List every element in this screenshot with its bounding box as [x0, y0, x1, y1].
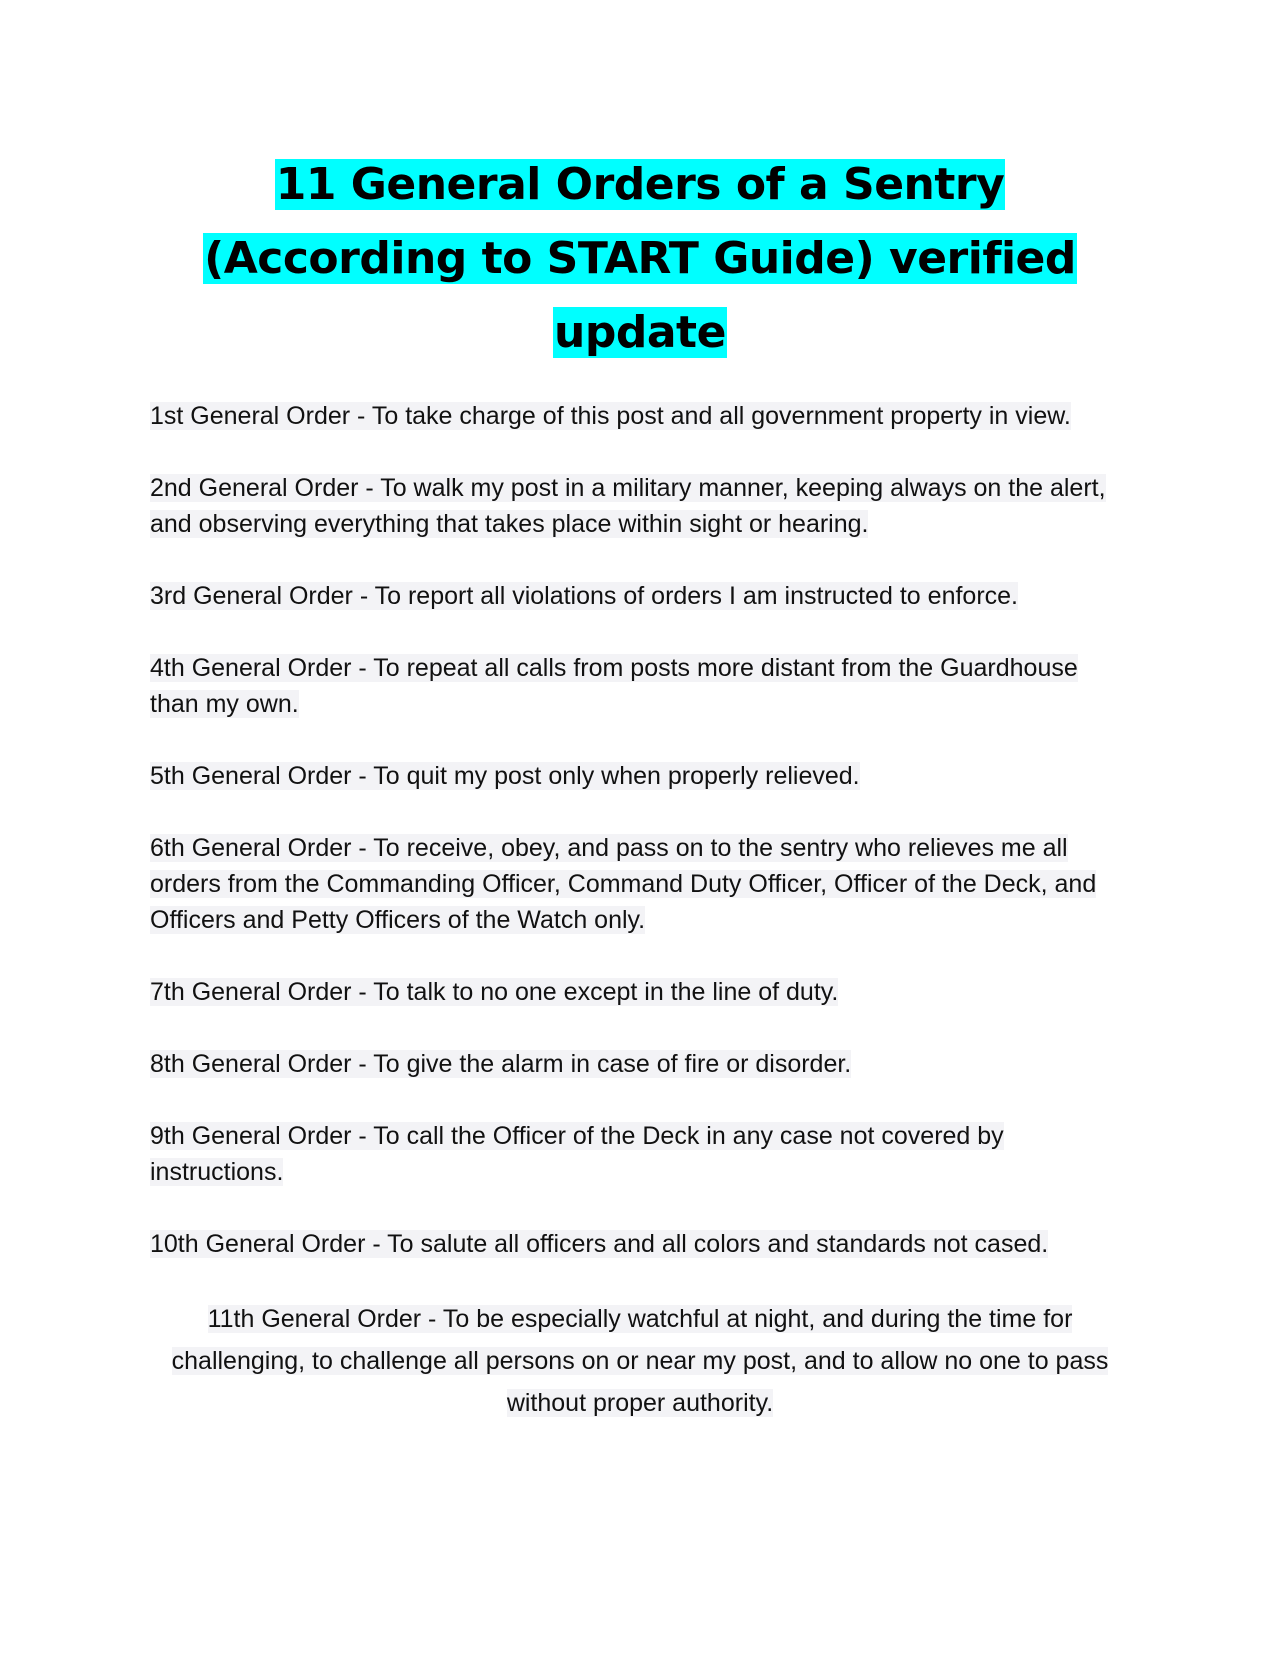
order-text: 11th General Order - To be especially watchful at night, and during the time for challenging, to challenge all persons on or near my post, and to allow no one to pass without proper authority.: [171, 1305, 1109, 1417]
order-text: 2nd General Order - To walk my post in a military manner, keeping always on the alert, and observing everything that takes place within sight or hearing.: [150, 474, 1106, 538]
general-order-8: [150, 1046, 1130, 1082]
general-order-9: [150, 1118, 1130, 1190]
general-order-2: [150, 470, 1130, 542]
general-order-5: [150, 758, 1130, 794]
order-text: 3rd General Order - To report all violations of orders I am instructed to enforce.: [150, 582, 1018, 610]
general-order-3: [150, 578, 1130, 614]
order-text: 4th General Order - To repeat all calls from posts more distant from the Guardhouse than my own.: [150, 654, 1078, 718]
general-order-7: [150, 974, 1130, 1010]
order-text: 10th General Order - To salute all officers and all colors and standards not cased.: [150, 1230, 1049, 1258]
general-order-11: [150, 1298, 1130, 1424]
order-text: 6th General Order - To receive, obey, and pass on to the sentry who relieves me all orders from the Commanding Officer, Command Duty Officer, Officer of the Deck, and Officers and Petty Officers of the Watch only.: [150, 834, 1097, 934]
title-text: 11 General Orders of a Sentry (According to START Guide) verified update: [204, 159, 1076, 358]
general-order-4: [150, 650, 1130, 722]
order-text: 1st General Order - To take charge of this post and all government property in view.: [150, 402, 1071, 430]
order-text: 9th General Order - To call the Officer of the Deck in any case not covered by instructions.: [150, 1122, 1004, 1186]
order-text: 7th General Order - To talk to no one except in the line of duty.: [150, 978, 839, 1006]
general-order-10: [150, 1226, 1130, 1262]
order-text: 8th General Order - To give the alarm in case of fire or disorder.: [150, 1050, 852, 1078]
order-text: 5th General Order - To quit my post only when properly relieved.: [150, 762, 860, 790]
document-page: [150, 148, 1130, 1460]
general-order-1: [150, 398, 1130, 434]
document-title: [150, 148, 1130, 370]
general-order-6: [150, 830, 1130, 938]
